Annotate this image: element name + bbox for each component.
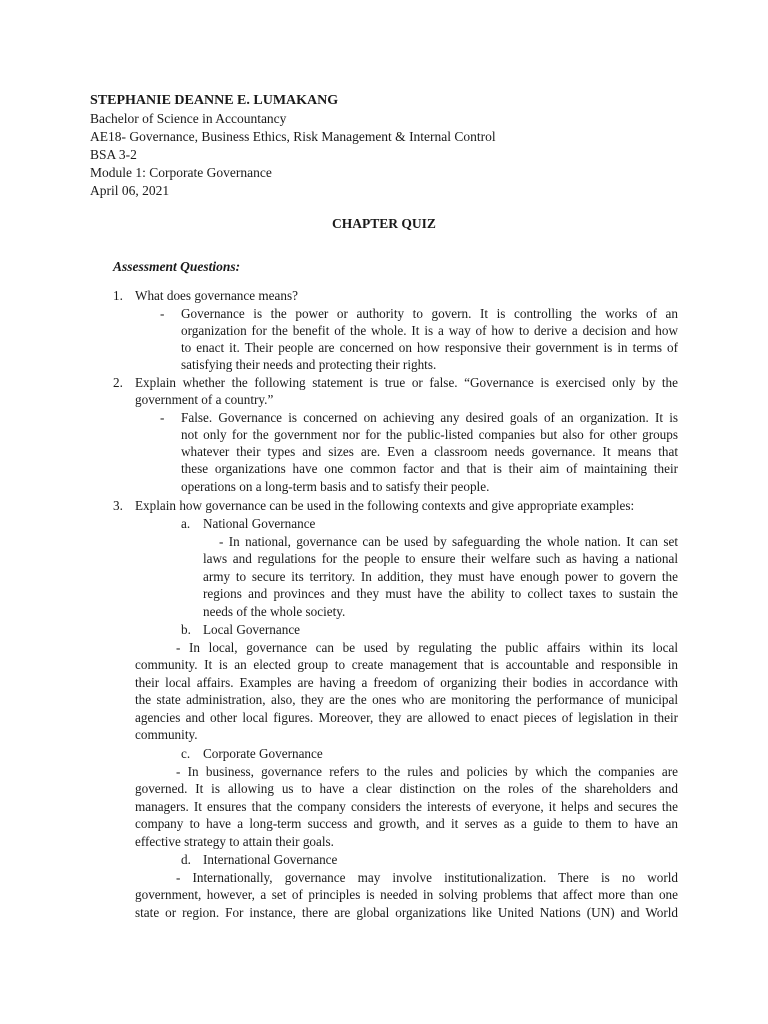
answer-line: managers. It ensures that the company considers the interests of everyone, it helps and secures the (135, 799, 678, 814)
module-line: Module 1: Corporate Governance (90, 165, 272, 180)
answer-line: - In national, governance can be used by safeguarding the whole nation. It can set (219, 534, 678, 549)
item-label: a. (181, 516, 191, 531)
answer-line: state or region. For instance, there are global organizations like United Nations (UN) and World (135, 905, 678, 920)
answer-line: not only for the government nor for the public-listed companies but also for other groups (181, 427, 678, 442)
answer-line: organization for the benefit of the whole. It is a way of how to derive a decision and how (181, 323, 678, 338)
answer-line: agencies and other local figures. Moreover, they are allowed to enact pieces of legislation in their (135, 710, 678, 725)
question-number: 3. (113, 498, 123, 513)
answer-dash: - (160, 306, 165, 321)
question-text: What does governance means? (135, 288, 298, 303)
answer-line: effective strategy to attain their goals. (135, 834, 334, 849)
item-label: d. (181, 852, 191, 867)
answer-line: community. (135, 727, 198, 742)
answer-line: - In local, governance can be used by regulating the public affairs within its local (176, 640, 678, 655)
section-subtitle: Assessment Questions: (113, 259, 241, 274)
question-number: 2. (113, 375, 123, 390)
item-label: b. (181, 622, 191, 637)
answer-line: their local affairs. Examples are having a freedom of organizing their bodies in accordance with (135, 675, 678, 690)
item-heading: Local Governance (203, 622, 301, 637)
student-name: STEPHANIE DEANNE E. LUMAKANG (90, 93, 339, 108)
question-text: Explain whether the following statement is true or false. “Governance is exercised only by the (135, 375, 678, 390)
answer-dash: - (160, 410, 165, 425)
answer-line: whatever their types and sizes are. Even a classroom needs governance. It means that (181, 444, 678, 459)
question-text: Explain how governance can be used in the following contexts and give appropriate examples: (135, 498, 635, 513)
answer-line: Governance is the power or authority to govern. It is controlling the works of an (181, 306, 678, 321)
answer-line: - Internationally, governance may involve institutionalization. There is no world (176, 870, 678, 885)
answer-line: governed. It is allowing us to have a clear distinction on the roles of the shareholders and (135, 781, 678, 796)
answer-line: satisfying their needs and protecting their rights. (181, 357, 437, 372)
answer-line: - In business, governance refers to the rules and policies by which the companies are (176, 764, 678, 779)
program-line: Bachelor of Science in Accountancy (90, 111, 287, 126)
item-heading: International Governance (203, 852, 338, 867)
answer-line: company to have a long-term success and growth, and it serves as a guide to them to have an (135, 816, 678, 831)
item-heading: National Governance (203, 516, 316, 531)
item-label: c. (181, 746, 191, 761)
answer-line: community. It is an elected group to create management that is accountable and responsible in (135, 657, 678, 672)
section-line: BSA 3-2 (90, 147, 137, 162)
answer-line: government, however, a set of principles is needed in solving problems that affect more than one (135, 887, 678, 902)
answer-line: needs of the whole society. (203, 604, 346, 619)
date-line: April 06, 2021 (90, 183, 170, 198)
course-line: AE18- Governance, Business Ethics, Risk Management & Internal Control (90, 129, 496, 144)
item-heading: Corporate Governance (203, 746, 323, 761)
answer-line: regions and provinces and they must have the ability to collect taxes to sustain the (203, 586, 678, 601)
answer-line: laws and regulations for the people to ensure their welfare such as having a national (203, 551, 678, 566)
answer-line: False. Governance is concerned on achieving any desired goals of an organization. It is (181, 410, 678, 425)
question-number: 1. (113, 288, 123, 303)
question-text: government of a country.” (135, 392, 274, 407)
answer-line: operations on a long-term basis and to satisfy their people. (181, 479, 490, 494)
answer-line: these organizations have one common factor and that is their aim of maintaining their (181, 461, 678, 476)
answer-line: army to secure its territory. In addition, they must have enough power to govern the (203, 569, 678, 584)
answer-line: to enact it. Their people are concerned on how responsive their government is in terms of (181, 340, 678, 355)
page-title: CHAPTER QUIZ (332, 216, 436, 231)
answer-line: the state administration, also, they are the ones who are monitoring the performance of municipal (135, 692, 678, 707)
